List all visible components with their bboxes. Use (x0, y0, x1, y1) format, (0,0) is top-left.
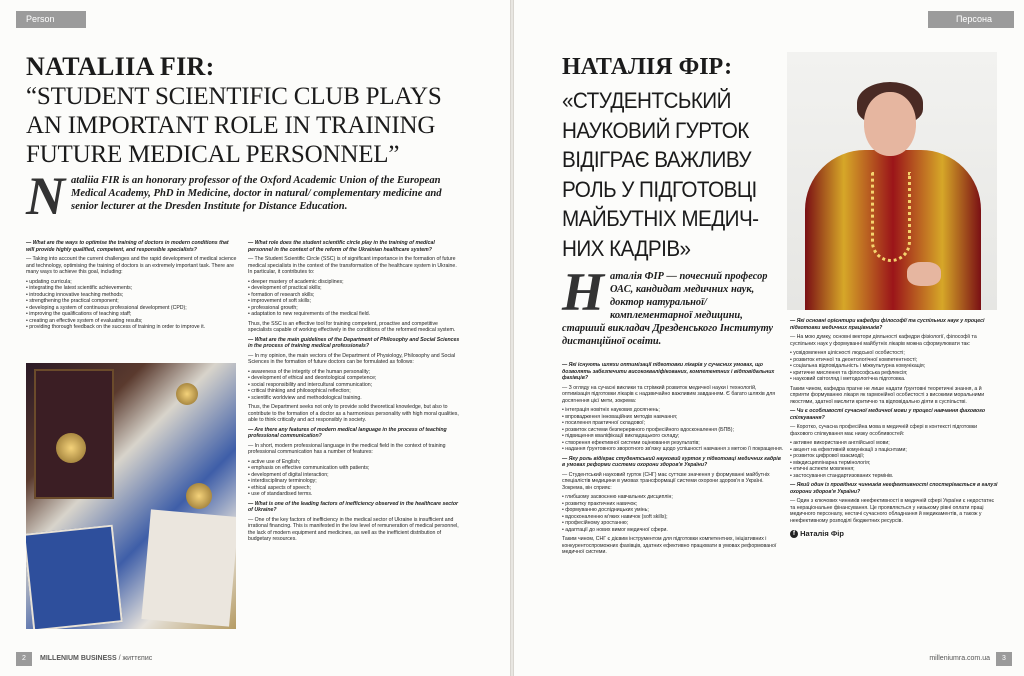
article-column-1 (26, 240, 238, 334)
list-item: • providing thorough feedback on the success of training in order to improve it. (26, 324, 238, 331)
list-item: • розвиток системи безперервного професійного вдосконалення (БПВ); (562, 427, 784, 434)
answer-4-list (248, 459, 460, 498)
list-item: • use of standardised terms. (248, 491, 460, 498)
face (864, 92, 916, 156)
question-1-ua: — Які існують шляхи оптимізації підготовки лікарів у сучасних умовах, що дозволять забезпечити висококваліфікованих, компетентних і відповідальних фахівців? (562, 362, 775, 381)
magazine-page (141, 509, 236, 626)
list-item: • awareness of the integrity of the human personality; (248, 369, 460, 376)
list-item: • developing a system of continuous professional development (CPD); (26, 305, 238, 312)
question-4-ua: — Чи є особливості сучасної медичної мови у процесі навчання фахового спілкування? (790, 408, 986, 421)
answer-5-ua: — Один з ключових чинників неефективності в медичній сфері України є недостатнє та нераціональне фінансування. Це проявляється у низькому рівні оплати праці медичного персоналу, нестачі сучасного обладнання й медикаментів, а також у неефективному розподілі бюджетних ресурсів. (790, 498, 995, 524)
list-item: • соціальна відповідальність і міжкультурна комунікація; (790, 363, 1000, 370)
question-2-ua: — Яку роль відіграє студентський науковий гурток у підготовці медичних кадрів в умовах реформи системи охорони здоров'я України? (562, 455, 781, 468)
right-page (514, 0, 1024, 676)
medal-icon (186, 483, 212, 509)
list-item: • critical thinking and philosophical reflection; (248, 388, 460, 395)
question-1: — What are the ways to optimise the training of doctors in modern conditions that will provide highly qualified, competent, and responsible specialists? (26, 240, 229, 253)
list-item: • integrating the latest scientific achievements; (26, 285, 238, 292)
list-item: • development of ethical and deontological competence; (248, 375, 460, 382)
answer-1-ua: — З огляду на сучасні виклики та стрімкий розвиток медичної науки і технологій, оптимізація підготовки лікарів є надзвичайно важливим завданням. Є багато шляхів для досягнення цієї мети, зокрема: (562, 384, 776, 404)
headline-name-en: NATALIIA FIR: (26, 52, 215, 81)
answer-3-ua: — На мою думку, основні вектори діяльності кафедри фізіології, філософії та суспільних наук у формуванні майбутніх лікарів можна сформулювати так: (790, 334, 977, 347)
list-item: • ethical aspects of speech; (248, 485, 460, 492)
list-item: • усвідомлення цілісності людської особистості; (790, 350, 1000, 357)
footer-magazine-suffix: / життєпис (118, 655, 153, 662)
list-item: • вдосконаленню м'яких навичок (soft skills); (562, 514, 784, 521)
answer-2: — The Student Scientific Circle (SSC) is of significant importance in the formation of future medical specialists in the context of the transformation of the healthcare system in Ukraine. In particular, it contributes to: (248, 256, 457, 275)
list-item: • розвитку практичних навичок; (562, 501, 784, 508)
drop-cap-ua: Н (562, 262, 605, 322)
list-item: • надання ґрунтовного зворотного зв'язку щодо успішності навчання з метою її покращення. (562, 446, 784, 453)
list-item: • етичні аспекти мовлення; (790, 466, 1000, 473)
answer-3: — In my opinion, the main vectors of the Department of Physiology, Philosophy and Social Sciences in the formation of future doctors can be formulated as follows: (248, 352, 456, 365)
list-item: • глибшому засвоєнню навчальних дисциплін; (562, 494, 784, 501)
page-number-left: 2 (16, 652, 32, 666)
medal-icon (56, 433, 86, 463)
facebook-icon[interactable]: f (790, 530, 798, 538)
portrait-photo (787, 52, 997, 310)
answer-2-ua-summary: Таким чином, СНГ є дієвим інструментом для підготовки компетентних, ініціативних і конкурентоспроможних фахівців, здатних ефективно працювати в умовах реформованої медичної системи. (562, 536, 777, 555)
list-item: • strengthening the practical component; (26, 298, 238, 305)
list-item: • посилення практичної складової; (562, 420, 784, 427)
answer-2-ua: — Студентський науковий гурток (СНГ) має суттєве значення у формуванні майбутніх спеціалістів медицини в умовах трансформації системи охорони здоров'я в Україні. Зокрема, він сприяє: (562, 471, 770, 491)
intro-paragraph-ua (562, 262, 784, 348)
list-item: • міждисциплінарна термінологія; (790, 460, 1000, 467)
list-item: • науковий світогляд і методологічна підготовка. (790, 376, 1000, 383)
list-item: • improving the qualifications of teaching staff; (26, 311, 238, 318)
list-item: • підвищення кваліфікації викладацького складу; (562, 433, 784, 440)
signature-line (790, 528, 1000, 540)
headline-quote-ua: «СТУДЕНТСЬКИЙ НАУКОВИЙ ГУРТОК ВІДІГРАЄ ВАЖЛИВУ РОЛЬ У ПІДГОТОВЦІ МАЙБУТНІХ МЕДИЧ-НИХ КАДРІВ» (562, 88, 759, 261)
list-item: • introducing innovative teaching methods; (26, 292, 238, 299)
intro-paragraph-en (26, 166, 464, 226)
awards-photo (26, 363, 236, 629)
answer-2-summary: Thus, the SSC is an effective tool for training competent, proactive and competitive specialists capable of working effectively in the conditions of the reformed medical system. (248, 320, 456, 333)
question-2: — What role does the student scientific circle play in the training of medical personnel in the context of the reform of the Ukrainian healthcare system? (248, 240, 435, 253)
list-item: • development of practical skills; (248, 285, 460, 292)
list-item: • improvement of soft skills; (248, 298, 460, 305)
list-item: • active use of English; (248, 459, 460, 466)
list-item: • професійному зростанню; (562, 520, 784, 527)
question-3-ua: — Які основні орієнтири кафедри філософії та суспільних наук у процесі підготовки медичних працівників? (790, 318, 985, 331)
answer-1: — Taking into account the current challenges and the rapid development of medical science and technology, optimising the training of doctors is an extremely important task. There are many ways to achieve this goal, including: (26, 256, 237, 275)
magazine-cover (26, 525, 123, 629)
headline-name-ua: НАТАЛІЯ ФІР: (562, 54, 733, 80)
list-item: • інтеграція новітніх наукових досягнень; (562, 407, 784, 414)
answer-4: — In short, modern professional language in the medical field in the context of training professional communication has a number of features: (248, 442, 446, 455)
list-item: • впровадження інноваційних методів навчання; (562, 414, 784, 421)
left-page (0, 0, 510, 676)
question-4: — Are there any features of modern medical language in the process of teaching professional communication? (248, 426, 447, 439)
intro-text-en: ataliia FIR is an honorary professor of the Oxford Academic Union of the European Medical Academy, PhD in Medicine, doctor in natural/ complementary medicine and senior lecturer at the Dresden Institute for Distance Education. (71, 175, 442, 212)
footer-site[interactable]: milleniumra.com.ua (929, 655, 990, 662)
list-item: • створення ефективної системи оцінювання результатів; (562, 440, 784, 447)
list-item: • updating curricula; (26, 279, 238, 286)
list-item: • scientific worldview and methodological training. (248, 395, 460, 402)
article-column-4 (790, 318, 1000, 540)
question-5: — What is one of the leading factors of inefficiency observed in the healthcare sector of Ukraine? (248, 500, 459, 513)
signature: Наталія Фір (800, 529, 844, 538)
answer-3-summary: Thus, the Department seeks not only to provide solid theoretical knowledge, but also to contribute to the formation of a doctor as a harmonious personality with high moral qualities, able to think critically and act responsibly in society. (248, 404, 459, 423)
list-item: • активне використання англійської мови; (790, 440, 1000, 447)
list-item: • розвиток цифрової взаємодії; (790, 453, 1000, 460)
headline-quote-en: “STUDENT SCIENTIFIC CLUB PLAYS AN IMPORTANT ROLE IN TRAINING FUTURE MEDICAL PERSONNEL” (26, 83, 442, 168)
list-item: • застосування стандартизованих термінів. (790, 473, 1000, 480)
answer-4-ua-list (790, 440, 1000, 479)
answer-2-ua-list (562, 494, 784, 533)
list-item: • adaptation to new requirements of the medical field. (248, 311, 460, 318)
answer-3-list (248, 369, 460, 402)
intro-text-ua: аталія ФІР — почесний професор ОАС, кандидат медичних наук, доктор натуральної/комплементарної медицини, старший викладач Дрезденського Інституту дистанційної освіти. (562, 271, 774, 347)
list-item: • formation of research skills; (248, 292, 460, 299)
ceremonial-chain (871, 172, 911, 262)
section-tab-person: Person (16, 11, 86, 28)
drop-cap-en: N (26, 166, 65, 226)
list-item: • interdisciplinary terminology; (248, 478, 460, 485)
medal-icon (176, 383, 198, 405)
list-item: • адаптації до нових вимог медичної сфери. (562, 527, 784, 534)
page-number-right: 3 (996, 652, 1012, 666)
article-column-3 (562, 362, 784, 559)
answer-1-list (26, 279, 238, 331)
footer-magazine (40, 652, 152, 666)
section-tab-persona: Персона (928, 11, 1014, 28)
list-item: • development of digital interaction; (248, 472, 460, 479)
answer-3-ua-summary: Таким чином, кафедра прагне не лише надати ґрунтовні теоретичні знання, а й сприяти формуванню лікаря як гармонійної особистості з високими моральними якостями, здатної мислити критично та відповідально діяти в суспільстві. (790, 385, 985, 405)
list-item: • формуванню дослідницьких умінь; (562, 507, 784, 514)
question-3: — What are the main guidelines of the Department of Philosophy and Social Sciences in the process of training medical professionals? (248, 336, 460, 349)
question-5-ua: — Який один із провідних чинників неефективності спостерігається в галузі охорони здоров'я України? (790, 482, 998, 495)
list-item: • professional growth; (248, 305, 460, 312)
answer-1-ua-list (562, 407, 784, 453)
article-column-2 (248, 240, 460, 546)
answer-2-list (248, 279, 460, 318)
hands (907, 262, 941, 286)
footer-magazine-title: MILLENIUM BUSINESS (40, 655, 117, 662)
list-item: • критичне мислення та філософська рефлексія; (790, 370, 1000, 377)
list-item: • акцент на ефективній комунікації з пацієнтами; (790, 447, 1000, 454)
list-item: • social responsibility and intercultural communication; (248, 382, 460, 389)
answer-4-ua: — Коротко, сучасна професійна мова в медичній сфері в контексті підготовки фахового спілкування має низку особливостей: (790, 424, 978, 437)
list-item: • creating an effective system of evaluating results; (26, 318, 238, 325)
list-item: • розвиток етичної та деонтологічної компетентності; (790, 357, 1000, 364)
list-item: • deeper mastery of academic disciplines; (248, 279, 460, 286)
list-item: • emphasis on effective communication with patients; (248, 465, 460, 472)
answer-5: — One of the key factors of inefficiency in the medical sector of Ukraine is insufficient and irrational financing. This is manifested in the low level of remuneration of medical personnel, the lack of modern equipment and medicines, as well as the inefficient distribution of budgetary resources. (248, 516, 459, 542)
answer-3-ua-list (790, 350, 1000, 383)
